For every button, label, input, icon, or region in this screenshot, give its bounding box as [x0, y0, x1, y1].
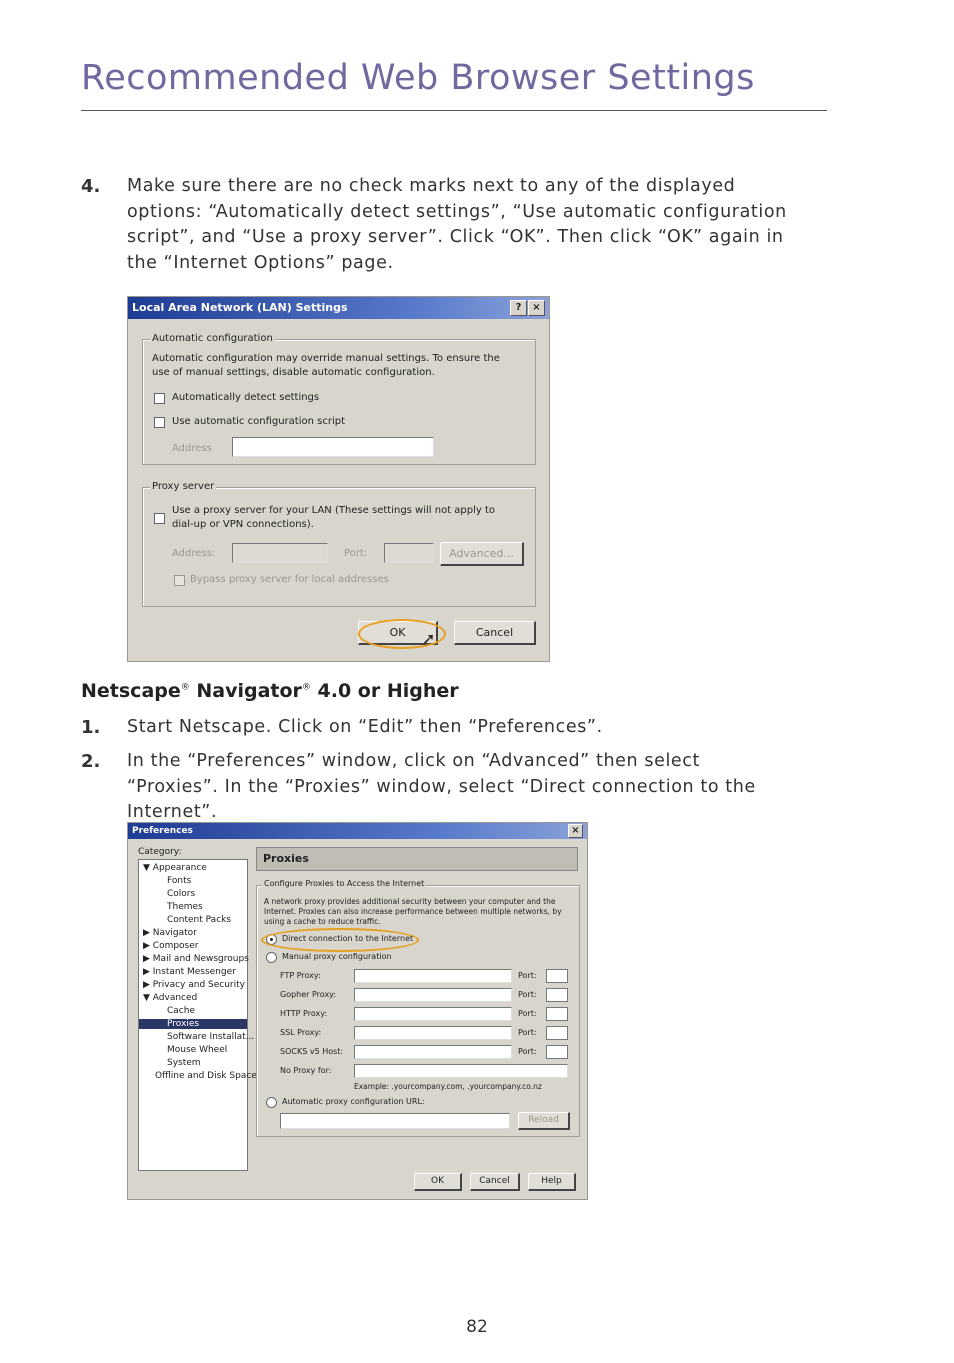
step-number: 1. — [81, 717, 101, 738]
step-number: 2. — [81, 751, 101, 772]
cancel-button[interactable]: Cancel — [470, 1173, 520, 1191]
step-text: Make sure there are no check marks next to any of the displayed options: “Automatically detect settings”, “Use automatic configuration script”, and “Use a proxy server”. Click “OK”. Then click “OK” again in the “Internet Options” page. — [127, 176, 787, 273]
proxy-row-label: SSL Proxy: — [280, 1028, 322, 1037]
port-label: Port: — [518, 1009, 537, 1018]
proxies-description: Internet. Proxies can also increase performance between multiple networks, by — [264, 907, 562, 916]
http-proxy-field[interactable] — [354, 1007, 512, 1021]
port-field[interactable] — [384, 543, 434, 563]
gopher-proxy-field[interactable] — [354, 988, 512, 1002]
ssl-proxy-field[interactable] — [354, 1026, 512, 1040]
tree-item[interactable]: ▼ Appearance — [143, 863, 207, 873]
ok-button[interactable]: OK — [414, 1173, 462, 1191]
step-number: 4. — [81, 176, 101, 197]
tree-item[interactable]: ▼ Advanced — [143, 993, 198, 1003]
tree-item[interactable]: Fonts — [167, 876, 192, 886]
bypass-checkbox[interactable] — [174, 575, 185, 586]
proxy-address-label: Address: — [172, 548, 216, 559]
step-text: In the “Preferences” window, click on “Advanced” then select “Proxies”. In the “Proxies” window, select “Direct connection to the Internet”. — [127, 751, 756, 822]
port-label: Port: — [518, 990, 537, 999]
auto-script-label: Use automatic configuration script — [172, 416, 345, 427]
auto-config-desc: use of manual settings, disable automatic configuration. — [152, 367, 435, 378]
netscape-heading — [81, 680, 459, 702]
port-label: Port: — [518, 1047, 537, 1056]
category-tree[interactable] — [138, 859, 257, 1171]
category-label: Category: — [138, 847, 182, 857]
port-label: Port: — [518, 971, 537, 980]
tree-item[interactable]: Content Packs — [167, 915, 232, 925]
direct-connection-label: Direct connection to the Internet — [282, 934, 414, 943]
dialog-titlebar — [128, 297, 549, 319]
help-button[interactable]: Help — [528, 1173, 576, 1191]
tree-item[interactable]: ▶ Navigator — [143, 928, 197, 938]
auto-config-desc: Automatic configuration may override manual settings. To ensure the — [152, 353, 500, 364]
proxy-row-label: FTP Proxy: — [280, 971, 321, 980]
dialog-title: Preferences — [132, 826, 193, 836]
use-proxy-label: dial-up or VPN connections). — [172, 519, 314, 530]
page-number: 82 — [466, 1317, 488, 1337]
page-title: Recommended Web Browser Settings — [81, 58, 755, 98]
proxy-row-label: Gopher Proxy: — [280, 990, 337, 999]
heading-text: 4.0 or Higher — [310, 680, 459, 702]
auto-script-checkbox[interactable] — [154, 417, 165, 428]
proxy-row-label: HTTP Proxy: — [280, 1009, 328, 1018]
tree-item[interactable]: Cache — [167, 1006, 195, 1016]
example-text: Example: .yourcompany.com, .yourcompany.co.nz — [354, 1082, 542, 1091]
auto-proxy-url-label: Automatic proxy configuration URL: — [282, 1097, 425, 1106]
configure-proxies-label: Configure Proxies to Access the Internet — [264, 879, 425, 888]
tree-item[interactable]: ▶ Mail and Newsgroups — [143, 954, 249, 964]
ok-button[interactable]: OK — [358, 621, 438, 645]
port-label: Port: — [344, 548, 368, 559]
tree-item[interactable]: ▶ Instant Messenger — [143, 967, 236, 977]
close-icon[interactable]: × — [568, 824, 583, 838]
socks-host-field[interactable] — [354, 1045, 512, 1059]
help-icon[interactable]: ? — [510, 300, 527, 316]
tree-item[interactable]: Themes — [167, 902, 203, 912]
manual-proxy-radio[interactable] — [266, 952, 277, 963]
dialog-titlebar — [128, 823, 587, 839]
socks-port-field[interactable] — [546, 1045, 568, 1059]
proxy-row-label: SOCKS v5 Host: — [280, 1047, 344, 1056]
close-icon[interactable]: × — [528, 300, 545, 316]
ftp-proxy-field[interactable] — [354, 969, 512, 983]
proxies-description: using a cache to reduce traffic. — [264, 917, 381, 926]
registered-mark: ® — [180, 682, 190, 693]
mouse-cursor-icon: ➚ — [422, 629, 436, 648]
port-label: Port: — [518, 1028, 537, 1037]
auto-config-label: Automatic configuration — [152, 333, 273, 344]
tree-item[interactable]: Offline and Disk Space — [155, 1071, 257, 1081]
panel-title: Proxies — [256, 847, 578, 871]
ftp-port-field[interactable] — [546, 969, 568, 983]
tree-item[interactable]: ▶ Composer — [143, 941, 199, 951]
no-proxy-label: No Proxy for: — [280, 1066, 332, 1075]
ssl-port-field[interactable] — [546, 1026, 568, 1040]
registered-mark: ® — [301, 682, 311, 693]
preferences-dialog — [127, 822, 588, 1200]
lan-settings-dialog — [127, 296, 550, 662]
bypass-label: Bypass proxy server for local addresses — [190, 574, 389, 585]
highlight-ring — [261, 928, 419, 952]
reload-button[interactable]: Reload — [518, 1112, 570, 1130]
advanced-button[interactable]: Advanced... — [440, 542, 524, 566]
tree-item[interactable]: Software Installat... — [167, 1032, 255, 1042]
cancel-button[interactable]: Cancel — [454, 621, 536, 645]
script-address-field[interactable] — [232, 437, 434, 457]
tree-item[interactable]: Colors — [167, 889, 196, 899]
manual-proxy-label: Manual proxy configuration — [282, 952, 392, 961]
proxies-description: A network proxy provides additional security between your computer and the — [264, 897, 556, 906]
proxy-address-field[interactable] — [232, 543, 328, 563]
use-proxy-label: Use a proxy server for your LAN (These settings will not apply to — [172, 505, 496, 516]
dialog-title: Local Area Network (LAN) Settings — [132, 301, 348, 314]
auto-proxy-url-field[interactable] — [280, 1113, 510, 1129]
http-port-field[interactable] — [546, 1007, 568, 1021]
heading-text: Navigator — [189, 680, 302, 702]
no-proxy-field[interactable] — [354, 1064, 568, 1078]
proxy-server-label: Proxy server — [152, 481, 215, 492]
tree-item[interactable]: System — [167, 1058, 201, 1068]
title-rule — [81, 110, 827, 111]
gopher-port-field[interactable] — [546, 988, 568, 1002]
auto-proxy-url-radio[interactable] — [266, 1097, 277, 1108]
auto-detect-checkbox[interactable] — [154, 393, 165, 404]
tree-item-selected[interactable]: Proxies — [139, 1019, 247, 1029]
tree-item[interactable]: Mouse Wheel — [167, 1045, 228, 1055]
tree-item[interactable]: ▶ Privacy and Security — [143, 980, 245, 990]
step-text: Start Netscape. Click on “Edit” then “Preferences”. — [127, 717, 603, 737]
use-proxy-checkbox[interactable] — [154, 513, 165, 524]
address-label: Address — [172, 443, 212, 454]
auto-detect-label: Automatically detect settings — [172, 392, 320, 403]
heading-text: Netscape — [81, 680, 181, 702]
